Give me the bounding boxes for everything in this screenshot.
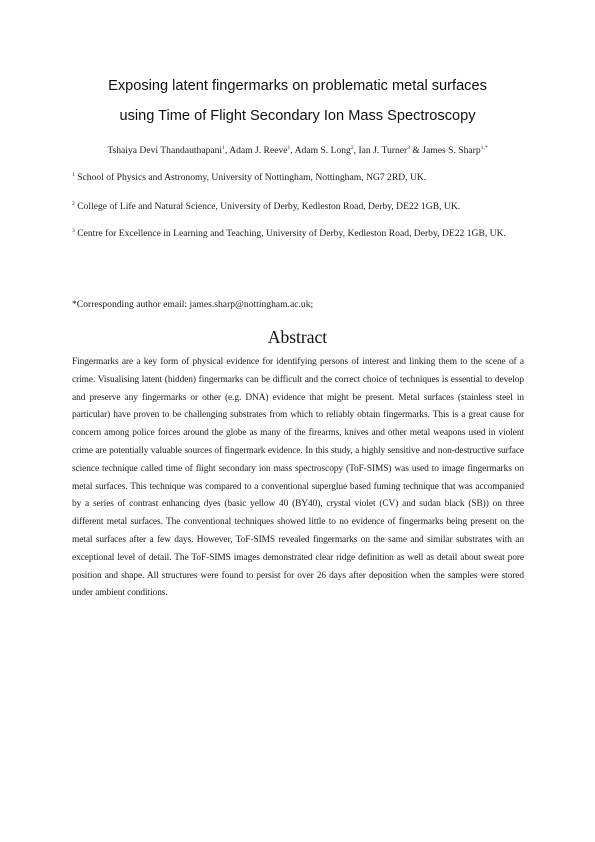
affiliation-mark: 3 [72,228,75,234]
author-affiliation-mark: 3 [407,145,411,151]
author-affiliation-mark: 1 [287,145,291,151]
affiliation-text: College of Life and Natural Science, University of Derby, Kedleston Road, Derby, DE22 1GB, UK. [77,201,461,212]
author-separator: , [290,145,295,156]
corresponding-author-note: *Corresponding author email: james.sharp@nottingham.ac.uk; [72,299,314,310]
abstract-text: Fingermarks are a key form of physical evidence for identifying persons of interest and linking them to the scene of a crime. Visualising latent (hidden) fingermarks can be difficult and the correct choice of techniques is essential to develop and preserve any fingermarks or other (e.g. DNA) evidence that might be present. Metal surfaces (stainless steel in particular) have proven to be challenging substrates from which to reliably obtain fingermarks. This is a great cause for concern among police forces around the globe as many of the firearms, knives and other metal weapons used in violent crime are potentially valuable sources of fingermark evidence. In this study, a highly sensitive and non-destructive surface science technique called time of flight secondary ion mass spectroscopy (ToF-SIMS) was used to image fingermarks on metal surfaces. This technique was compared to a conventional superglue based fuming technique that was accompanied by a series of contrast enhancing dyes (basic yellow 40 (BY40), crystal violet (CV) and sudan black (SB)) on three different metal surfaces. The conventional techniques showed little to no evidence of fingermarks being present on the metal surfaces after a few days. However, ToF-SIMS revealed fingermarks on the same and similar substrates with an exceptional level of detail. The ToF-SIMS images demonstrated clear ridge definition as well as detail about sweat pore position and shape. All structures were found to persist for over 26 days after deposition when the samples were stored under ambient conditions. [72,357,524,599]
affiliation-2 [72,197,532,217]
affiliation-text: School of Physics and Astronomy, University of Nottingham, Nottingham, NG7 2RD, UK. [77,172,427,183]
author-affiliation-mark: 1,* [480,145,488,151]
affiliation-mark: 1 [72,172,75,178]
paper-title [40,71,555,131]
author-separator: , [353,145,359,156]
author-name: Adam J. Reeve [229,145,288,156]
title-line-2: using Time of Flight Secondary Ion Mass Spectroscopy [119,108,476,124]
affiliation-text: Centre for Excellence in Learning and Teaching, University of Derby, Kedleston Road, Derby, DE22 1GB, UK. [77,228,506,239]
affiliation-mark: 2 [72,201,75,207]
author-affiliation-mark: 2 [350,145,354,151]
affiliation-1 [72,168,532,188]
abstract-heading: Abstract [267,327,328,347]
author-affiliation-mark: 1 [222,145,225,151]
affiliation-3 [72,224,532,244]
author-name: James S. Sharp [422,145,481,156]
author-name: Ian J. Turner [358,145,408,156]
author-name: Tshaiya Devi Thandauthapani [107,145,223,156]
author-list [40,144,555,158]
title-line-1: Exposing latent fingermarks on problematic metal surfaces [108,78,487,94]
author-separator: , [224,145,230,156]
author-name: Adam S. Long [294,145,351,156]
author-separator: & [410,145,423,156]
